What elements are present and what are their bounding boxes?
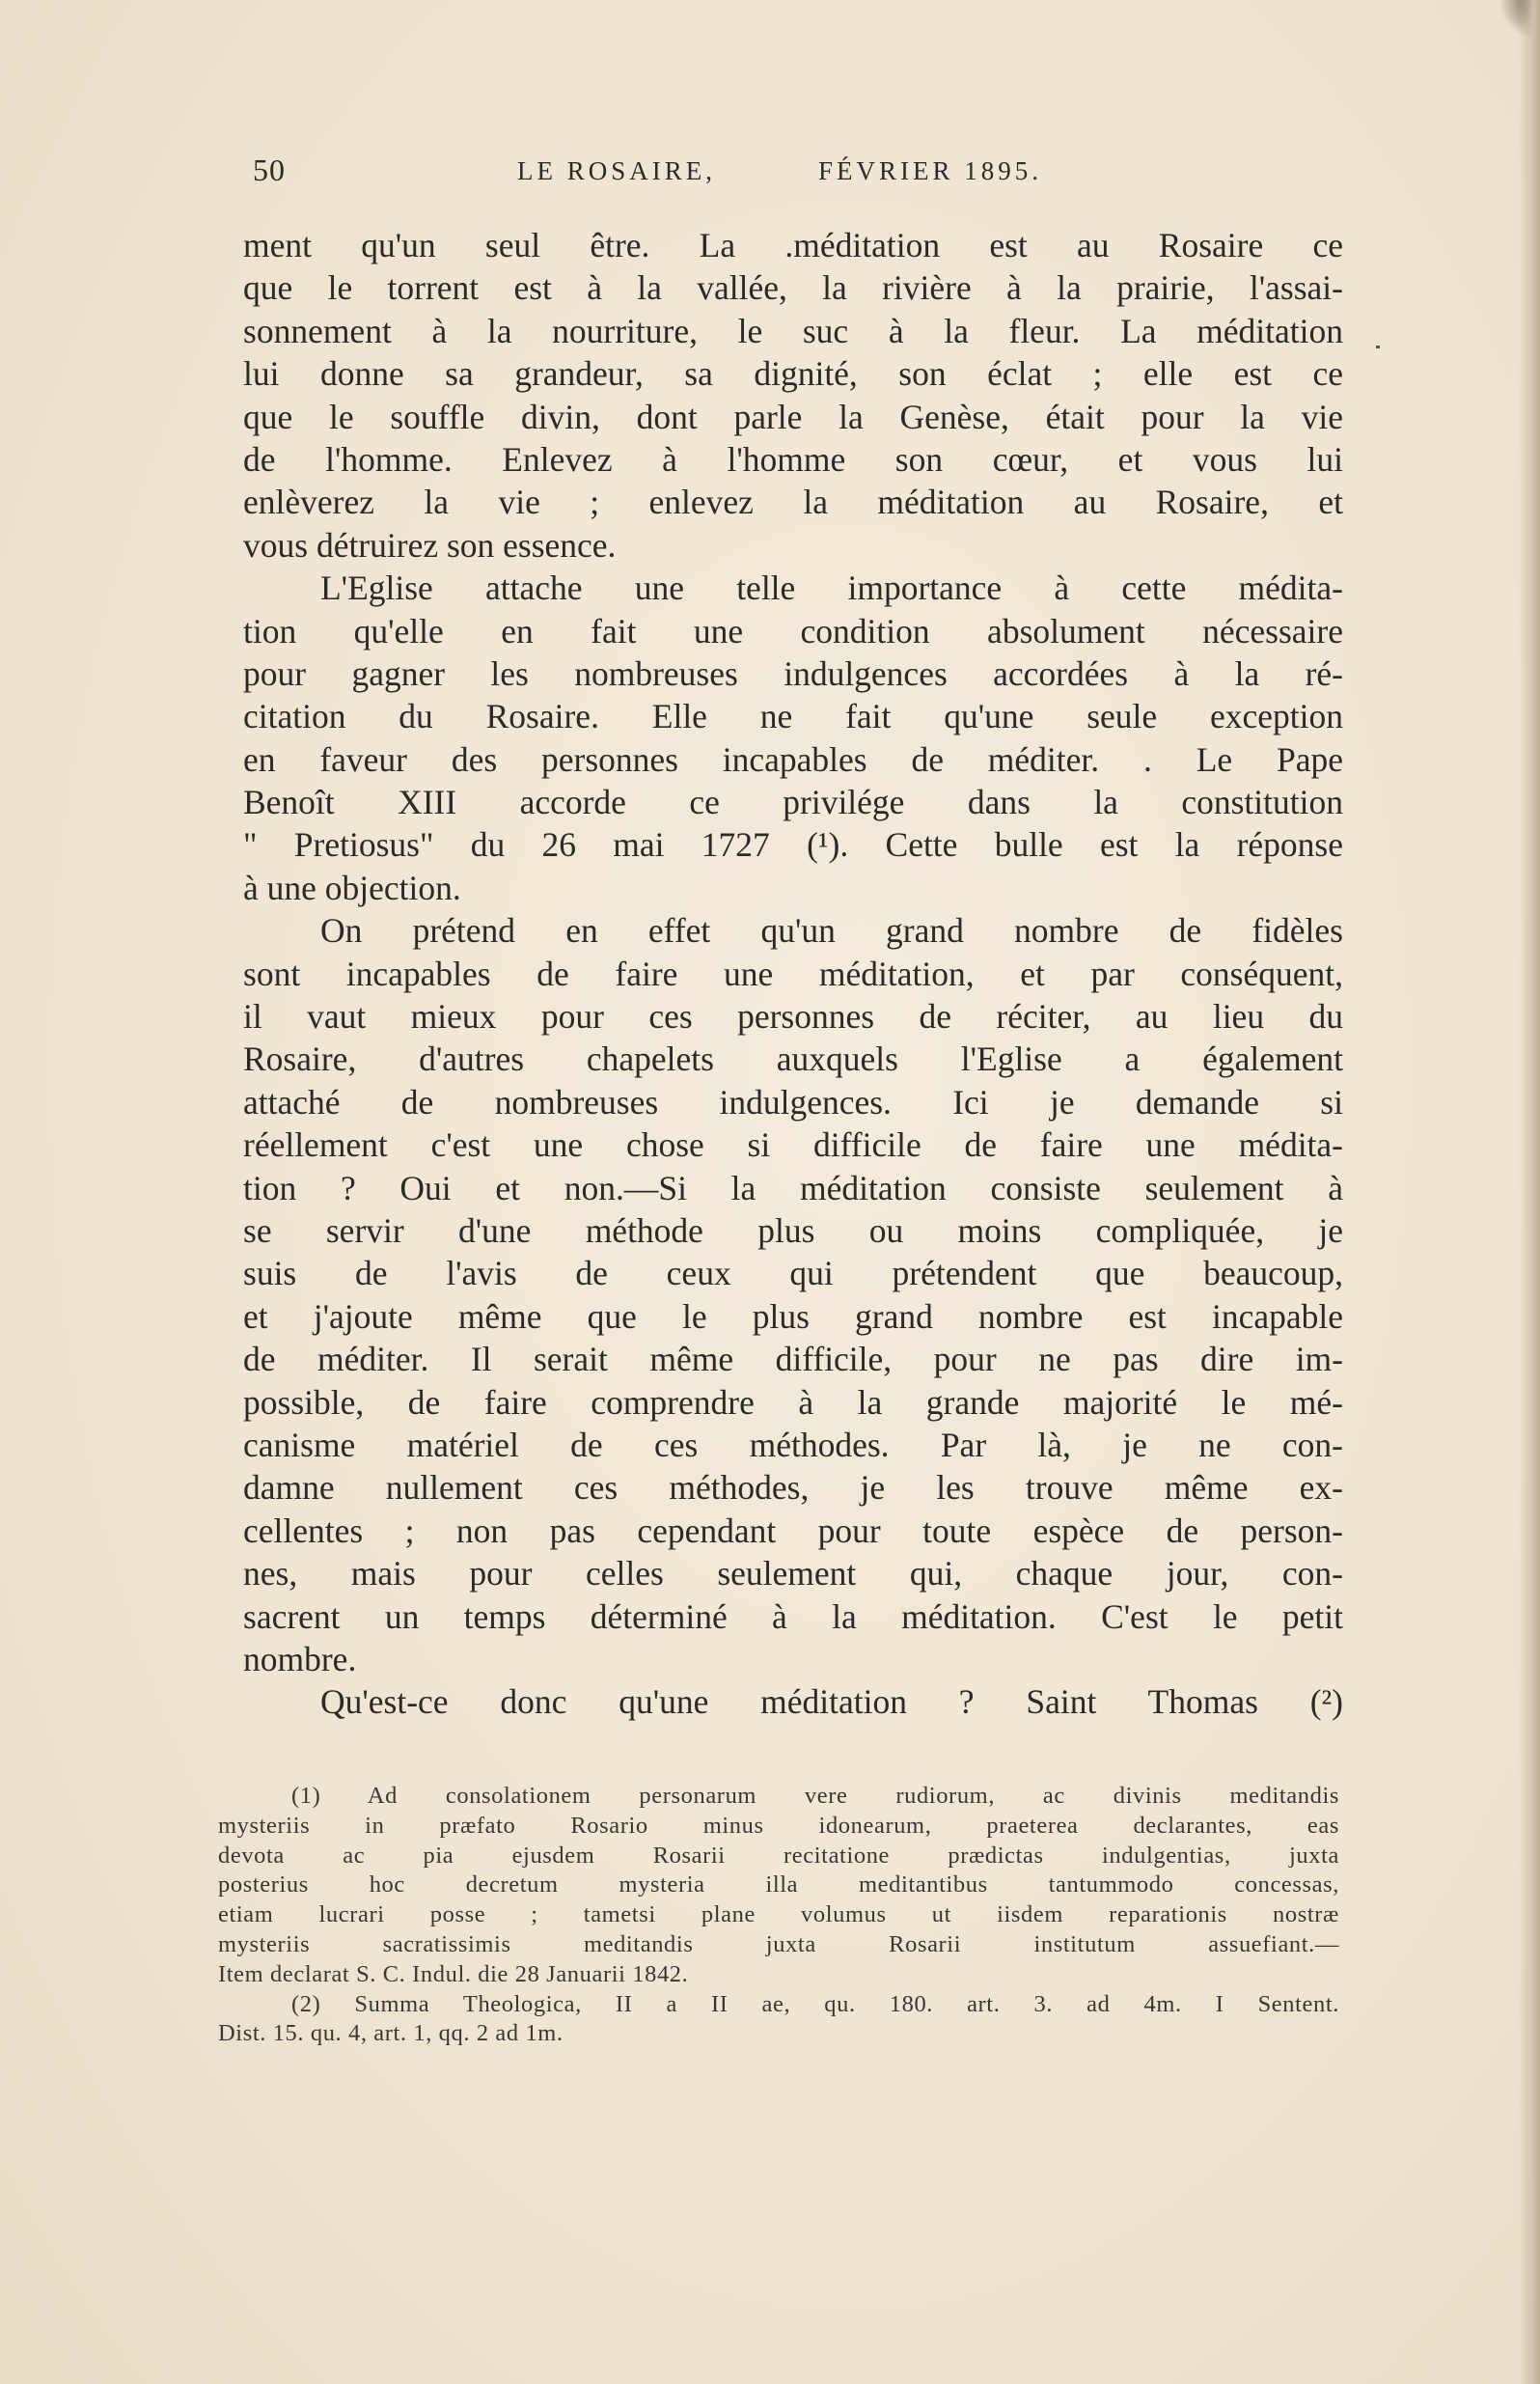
footnotes bbox=[218, 1782, 1339, 2049]
text-line: pour gagner les nombreuses indulgences accordées à la ré- bbox=[243, 653, 1343, 693]
footnote-line: Item declarat S. C. Indul. die 28 Januarii 1842. bbox=[218, 1960, 689, 1987]
text-line: lui donne sa grandeur, sa dignité, son éclat ; elle est ce bbox=[243, 354, 1343, 394]
text-line: en faveur des personnes incapables de méditer. . Le Pape bbox=[243, 739, 1343, 779]
text-line: canisme matériel de ces méthodes. Par là, je ne con- bbox=[243, 1425, 1343, 1464]
running-head: LE ROSAIRE, bbox=[517, 156, 716, 185]
text-line: de l'homme. Enlevez à l'homme son cœur, et vous lui bbox=[243, 439, 1343, 479]
header-date: FÉVRIER 1895. bbox=[818, 156, 1043, 185]
page-corner-shadow bbox=[1501, 0, 1540, 39]
text-line: tion qu'elle en fait une condition absolument nécessaire bbox=[243, 611, 1343, 651]
text-line: " Pretiosus" du 26 mai 1727 (¹). Cette bulle est la réponse bbox=[243, 825, 1343, 865]
text-line: L'Eglise attache une telle importance à cette médita- bbox=[320, 568, 1343, 608]
text-line: se servir d'une méthode plus ou moins compliquée, je bbox=[243, 1210, 1343, 1250]
footnote-line: (1) Ad consolationem personarum vere rudiorum, ac divinis meditandis bbox=[291, 1783, 1339, 1809]
text-line: nes, mais pour celles seulement qui, chaque jour, con- bbox=[243, 1554, 1343, 1594]
text-line: damne nullement ces méthodes, je les trouve même ex- bbox=[243, 1468, 1343, 1508]
text-line: ment qu'un seul être. La .méditation est au Rosaire ce bbox=[243, 226, 1343, 264]
text-line: cellentes ; non pas cependant pour toute espèce de person- bbox=[243, 1511, 1343, 1550]
footnote-line: etiam lucrari posse ; tametsi plane volumus ut iisdem reparationis nostræ bbox=[218, 1901, 1339, 1928]
text-line: attaché de nombreuses indulgences. Ici je demande si bbox=[243, 1082, 1343, 1122]
text-line: tion ? Oui et non.—Si la méditation consiste seulement à bbox=[243, 1168, 1343, 1207]
page-number: 50 bbox=[253, 152, 286, 187]
text-line: Rosaire, d'autres chapelets auxquels l'Eglise a également bbox=[243, 1040, 1343, 1079]
text-line: sonnement à la nourriture, le suc à la fleur. La méditation bbox=[243, 311, 1343, 350]
margin-mark bbox=[1376, 346, 1380, 348]
footnote-line: mysteriis sacratissimis meditandis juxta Rosarii institutum assuefiant.— bbox=[218, 1930, 1339, 1957]
text-line: sont incapables de faire une méditation, et par conséquent, bbox=[243, 954, 1343, 993]
text-line: vous détruirez son essence. bbox=[243, 525, 617, 565]
main-text bbox=[243, 224, 1343, 1724]
text-line: On prétend en effet qu'un grand nombre de fidèles bbox=[320, 911, 1343, 951]
text-line: que le torrent est à la vallée, la rivière à la prairie, l'assai- bbox=[243, 268, 1343, 308]
page-header bbox=[253, 143, 1349, 201]
text-line: réellement c'est une chose si difficile de faire une médita- bbox=[243, 1125, 1343, 1165]
text-line: Benoît XIII accorde ce privilége dans la constitution bbox=[243, 783, 1343, 822]
text-line: et j'ajoute même que le plus grand nombre est incapable bbox=[243, 1296, 1343, 1336]
text-line: nombre. bbox=[243, 1639, 357, 1678]
text-line: possible, de faire comprendre à la grande majorité le mé- bbox=[243, 1382, 1343, 1422]
text-line: enlèverez la vie ; enlevez la méditation au Rosaire, et bbox=[243, 483, 1343, 522]
footnote-line: posterius hoc decretum mysteria illa meditantibus tantummodo concessas, bbox=[218, 1871, 1339, 1899]
footnote-line: Dist. 15. qu. 4, art. 1, qq. 2 ad 1m. bbox=[218, 2020, 564, 2047]
text-line: sacrent un temps déterminé à la méditation. C'est le petit bbox=[243, 1596, 1343, 1636]
footnote-line: mysteriis in præfato Rosario minus idonearum, praeterea declarantes, eas bbox=[218, 1812, 1339, 1839]
text-line: suis de l'avis de ceux qui prétendent que beaucoup, bbox=[243, 1254, 1343, 1293]
text-line: de méditer. Il serait même difficile, pour ne pas dire im- bbox=[243, 1340, 1343, 1379]
text-line: que le souffle divin, dont parle la Genèse, était pour la vie bbox=[243, 397, 1343, 436]
footnote-line: (2) Summa Theologica, II a II ae, qu. 180. art. 3. ad 4m. I Sentent. bbox=[291, 1990, 1339, 2017]
text-line: à une objection. bbox=[243, 868, 461, 907]
text-line: citation du Rosaire. Elle ne fait qu'une seule exception bbox=[243, 697, 1343, 736]
footnote-line: devota ac pia ejusdem Rosarii recitatione prædictas indulgentias, juxta bbox=[218, 1842, 1339, 1869]
text-line: Qu'est-ce donc qu'une méditation ? Saint Thomas (²) bbox=[320, 1682, 1343, 1722]
text-line: il vaut mieux pour ces personnes de réciter, au lieu du bbox=[243, 997, 1343, 1037]
